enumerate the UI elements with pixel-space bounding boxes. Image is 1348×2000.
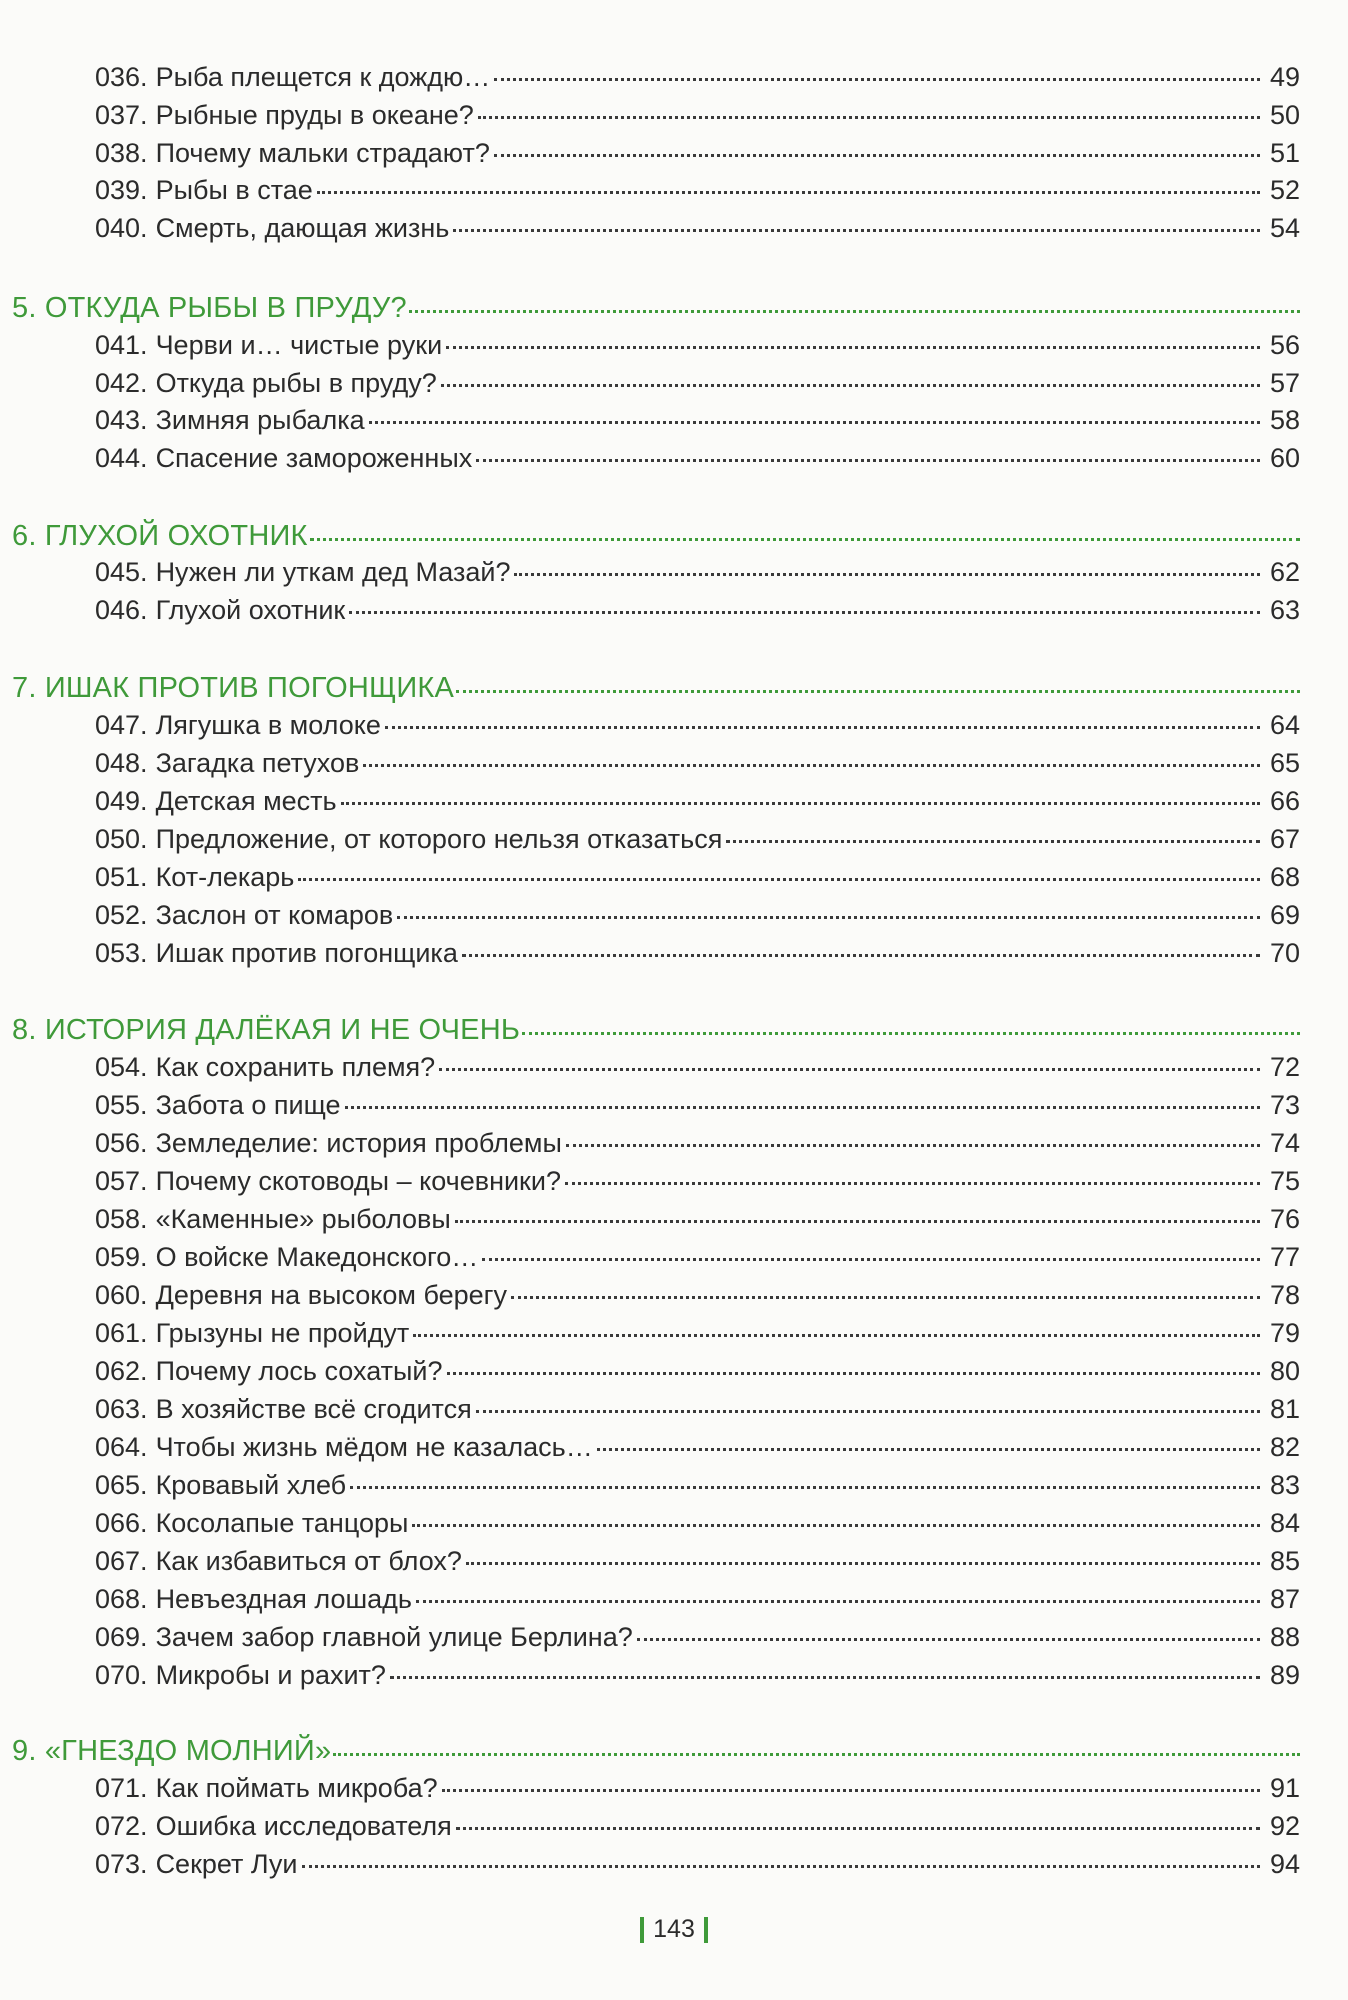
toc-entry xyxy=(95,1242,1300,1273)
toc-entry xyxy=(95,62,1300,93)
entry-title: Косолапые танцоры xyxy=(155,1508,409,1538)
entry-title: Почему мальки страдают? xyxy=(155,138,490,168)
entry-title: Невъездная лошадь xyxy=(155,1584,412,1614)
toc-entry xyxy=(95,1470,1300,1501)
entry-page-number: 87 xyxy=(1269,1584,1300,1614)
entry-page-number: 49 xyxy=(1269,62,1300,92)
toc-entry xyxy=(95,710,1300,741)
entry-page-number: 81 xyxy=(1269,1394,1300,1424)
entry-number: 058. xyxy=(95,1204,148,1234)
toc-entry xyxy=(95,175,1300,206)
section-title xyxy=(12,1014,1300,1047)
entry-number: 050. xyxy=(95,824,148,854)
entry-title: Рыба плещется к дождю… xyxy=(155,62,491,92)
entry-number: 066. xyxy=(95,1508,148,1538)
toc-entry xyxy=(95,824,1300,855)
entry-page-number: 92 xyxy=(1269,1811,1300,1841)
section-dot-leader xyxy=(310,538,1300,541)
section-title-text: 5. ОТКУДА РЫБЫ В ПРУДУ? xyxy=(12,292,407,324)
entry-number: 061. xyxy=(95,1318,148,1348)
section-title-text: 7. ИШАК ПРОТИВ ПОГОНЩИКА xyxy=(12,672,455,704)
entry-title: Зимняя рыбалка xyxy=(155,405,365,435)
entry-title: Предложение, от которого нельзя отказаться xyxy=(155,824,723,854)
entry-dot-leader xyxy=(390,1676,1260,1679)
entry-page-number: 67 xyxy=(1269,824,1300,854)
entry-title: Как поймать микроба? xyxy=(155,1773,438,1803)
entry-dot-leader xyxy=(397,916,1260,919)
entry-dot-leader xyxy=(439,1068,1260,1071)
entry-page-number: 94 xyxy=(1269,1849,1300,1879)
entry-title: Заслон от комаров xyxy=(155,900,394,930)
toc-entry xyxy=(95,1432,1300,1463)
entry-title: Ошибка исследователя xyxy=(155,1811,452,1841)
entry-title: Секрет Луи xyxy=(155,1849,298,1879)
entry-page-number: 83 xyxy=(1269,1470,1300,1500)
entry-title: Почему скотоводы – кочевники? xyxy=(155,1166,561,1196)
entry-number: 044. xyxy=(95,443,148,473)
entry-dot-leader xyxy=(349,611,1260,614)
entry-title: Микробы и рахит? xyxy=(155,1660,386,1690)
entry-number: 049. xyxy=(95,786,148,816)
toc-entry xyxy=(95,1166,1300,1197)
entry-number: 073. xyxy=(95,1849,148,1879)
entry-page-number: 54 xyxy=(1269,213,1300,243)
entry-page-number: 74 xyxy=(1269,1128,1300,1158)
page-number-bar-left xyxy=(640,1917,644,1943)
entry-number: 040. xyxy=(95,213,148,243)
entry-dot-leader xyxy=(298,878,1260,881)
entry-dot-leader xyxy=(514,573,1260,576)
entry-dot-leader xyxy=(345,1106,1260,1109)
entry-number: 048. xyxy=(95,748,148,778)
entry-title: Почему лось сохатый? xyxy=(155,1356,443,1386)
entry-number: 059. xyxy=(95,1242,148,1272)
entry-page-number: 50 xyxy=(1269,100,1300,130)
entry-number: 065. xyxy=(95,1470,148,1500)
entry-title: Глухой охотник xyxy=(155,595,346,625)
entry-title: Земледелие: история проблемы xyxy=(155,1128,562,1158)
entry-title: Деревня на высоком берегу xyxy=(155,1280,508,1310)
entry-page-number: 65 xyxy=(1269,748,1300,778)
entry-page-number: 70 xyxy=(1269,938,1300,968)
section-title xyxy=(12,520,1300,553)
entry-title: Смерть, дающая жизнь xyxy=(155,213,450,243)
entry-number: 038. xyxy=(95,138,148,168)
page-number-bar-right xyxy=(704,1917,708,1943)
entry-number: 062. xyxy=(95,1356,148,1386)
entry-title: Детская месть xyxy=(155,786,337,816)
toc-entry xyxy=(95,595,1300,626)
toc-entry xyxy=(95,1811,1300,1842)
entry-dot-leader xyxy=(597,1448,1260,1451)
entry-dot-leader xyxy=(494,78,1260,81)
section-dot-leader xyxy=(522,1032,1300,1035)
toc-entry xyxy=(95,1773,1300,1804)
entry-dot-leader xyxy=(441,384,1260,387)
entry-title: Кровавый хлеб xyxy=(155,1470,347,1500)
entry-title: Лягушка в молоке xyxy=(155,710,381,740)
entry-number: 046. xyxy=(95,595,148,625)
entry-number: 043. xyxy=(95,405,148,435)
toc-entry xyxy=(95,1128,1300,1159)
toc-entry xyxy=(95,748,1300,779)
entry-dot-leader xyxy=(494,154,1260,157)
entry-number: 070. xyxy=(95,1660,148,1690)
entry-dot-leader xyxy=(456,1827,1260,1830)
entry-page-number: 56 xyxy=(1269,330,1300,360)
entry-page-number: 85 xyxy=(1269,1546,1300,1576)
entry-number: 056. xyxy=(95,1128,148,1158)
toc-entry xyxy=(95,1584,1300,1615)
entry-number: 042. xyxy=(95,368,148,398)
entry-number: 051. xyxy=(95,862,148,892)
entry-dot-leader xyxy=(350,1486,1260,1489)
entry-title: Рыбы в стае xyxy=(155,175,313,205)
entry-page-number: 91 xyxy=(1269,1773,1300,1803)
entry-number: 067. xyxy=(95,1546,148,1576)
toc-entry xyxy=(95,1849,1300,1880)
entry-page-number: 57 xyxy=(1269,368,1300,398)
entry-dot-leader xyxy=(566,1144,1260,1147)
entry-title: Нужен ли уткам дед Мазай? xyxy=(155,557,511,587)
toc-entry xyxy=(95,1356,1300,1387)
entry-title: Грызуны не пройдут xyxy=(155,1318,410,1348)
entry-page-number: 58 xyxy=(1269,405,1300,435)
entry-dot-leader xyxy=(442,1789,1260,1792)
section-title-text: 8. ИСТОРИЯ ДАЛЁКАЯ И НЕ ОЧЕНЬ xyxy=(12,1014,521,1046)
entry-page-number: 73 xyxy=(1269,1090,1300,1120)
entry-page-number: 66 xyxy=(1269,786,1300,816)
entry-title: Спасение замороженных xyxy=(155,443,473,473)
entry-dot-leader xyxy=(341,802,1260,805)
entry-dot-leader xyxy=(511,1296,1260,1299)
toc-entry xyxy=(95,900,1300,931)
entry-number: 072. xyxy=(95,1811,148,1841)
entry-page-number: 72 xyxy=(1269,1052,1300,1082)
toc-entry xyxy=(95,1318,1300,1349)
toc-entry xyxy=(95,368,1300,399)
entry-title: В хозяйстве всё сгодится xyxy=(155,1394,472,1424)
entry-title: Как избавиться от блох? xyxy=(155,1546,462,1576)
toc-entry xyxy=(95,1508,1300,1539)
toc-entry xyxy=(95,1546,1300,1577)
entry-page-number: 52 xyxy=(1269,175,1300,205)
entry-title: Рыбные пруды в океане? xyxy=(155,100,474,130)
entry-page-number: 64 xyxy=(1269,710,1300,740)
toc-entry xyxy=(95,1204,1300,1235)
toc-entry xyxy=(95,1660,1300,1691)
entry-number: 045. xyxy=(95,557,148,587)
toc-entry xyxy=(95,1394,1300,1425)
entry-title: Как сохранить племя? xyxy=(155,1052,436,1082)
entry-number: 064. xyxy=(95,1432,148,1462)
entry-dot-leader xyxy=(317,191,1260,194)
toc-entry xyxy=(95,100,1300,131)
entry-dot-leader xyxy=(385,726,1260,729)
entry-page-number: 84 xyxy=(1269,1508,1300,1538)
entry-title: Ишак против погонщика xyxy=(155,938,458,968)
toc-entry xyxy=(95,443,1300,474)
entry-title: Зачем забор главной улице Берлина? xyxy=(155,1622,633,1652)
section-title-text: 6. ГЛУХОЙ ОХОТНИК xyxy=(12,520,308,552)
entry-page-number: 63 xyxy=(1269,595,1300,625)
section-dot-leader xyxy=(333,1753,1300,1756)
entry-dot-leader xyxy=(637,1638,1260,1641)
entry-page-number: 78 xyxy=(1269,1280,1300,1310)
page-number xyxy=(0,1915,1348,1944)
entry-number: 047. xyxy=(95,710,148,740)
entry-number: 069. xyxy=(95,1622,148,1652)
entry-number: 041. xyxy=(95,330,148,360)
toc-entry xyxy=(95,1280,1300,1311)
entry-page-number: 80 xyxy=(1269,1356,1300,1386)
entry-dot-leader xyxy=(412,1524,1260,1527)
entry-dot-leader xyxy=(565,1182,1260,1185)
toc-entry xyxy=(95,557,1300,588)
section-title-text: 9. «ГНЕЗДО МОЛНИЙ» xyxy=(12,1735,332,1767)
entry-page-number: 82 xyxy=(1269,1432,1300,1462)
section-title xyxy=(12,292,1300,325)
entry-page-number: 79 xyxy=(1269,1318,1300,1348)
section-title xyxy=(12,672,1300,705)
entry-dot-leader xyxy=(413,1334,1260,1337)
entry-dot-leader xyxy=(363,764,1260,767)
toc-entry xyxy=(95,1052,1300,1083)
section-title xyxy=(12,1735,1300,1768)
toc-entry xyxy=(95,938,1300,969)
entry-title: Забота о пище xyxy=(155,1090,341,1120)
entry-page-number: 76 xyxy=(1269,1204,1300,1234)
entry-dot-leader xyxy=(416,1600,1260,1603)
entry-number: 039. xyxy=(95,175,148,205)
toc-entry xyxy=(95,862,1300,893)
section-dot-leader xyxy=(456,690,1300,693)
entry-number: 057. xyxy=(95,1166,148,1196)
toc-entry xyxy=(95,138,1300,169)
entry-number: 063. xyxy=(95,1394,148,1424)
entry-page-number: 69 xyxy=(1269,900,1300,930)
toc-entry xyxy=(95,786,1300,817)
entry-dot-leader xyxy=(455,1220,1260,1223)
entry-number: 071. xyxy=(95,1773,148,1803)
entry-page-number: 62 xyxy=(1269,557,1300,587)
entry-title: Чтобы жизнь мёдом не казалась… xyxy=(155,1432,593,1462)
entry-dot-leader xyxy=(302,1865,1261,1868)
entry-title: Откуда рыбы в пруду? xyxy=(155,368,437,398)
entry-dot-leader xyxy=(446,346,1260,349)
entry-page-number: 75 xyxy=(1269,1166,1300,1196)
entry-dot-leader xyxy=(478,116,1260,119)
entry-dot-leader xyxy=(462,954,1260,957)
entry-page-number: 77 xyxy=(1269,1242,1300,1272)
toc-entry xyxy=(95,330,1300,361)
toc-entry xyxy=(95,213,1300,244)
toc-entry xyxy=(95,405,1300,436)
entry-page-number: 60 xyxy=(1269,443,1300,473)
toc-entry xyxy=(95,1090,1300,1121)
entry-title: Загадка петухов xyxy=(155,748,360,778)
entry-number: 060. xyxy=(95,1280,148,1310)
toc-entry xyxy=(95,1622,1300,1653)
entry-title: Черви и… чистые руки xyxy=(155,330,443,360)
entry-title: О войске Македонского… xyxy=(155,1242,479,1272)
entry-number: 036. xyxy=(95,62,148,92)
entry-page-number: 51 xyxy=(1269,138,1300,168)
entry-dot-leader xyxy=(453,229,1260,232)
entry-dot-leader xyxy=(466,1562,1260,1565)
entry-dot-leader xyxy=(476,1410,1260,1413)
entry-number: 037. xyxy=(95,100,148,130)
entry-number: 068. xyxy=(95,1584,148,1614)
entry-number: 052. xyxy=(95,900,148,930)
entry-number: 054. xyxy=(95,1052,148,1082)
entry-dot-leader xyxy=(476,459,1260,462)
entry-title: «Каменные» рыболовы xyxy=(155,1204,451,1234)
section-dot-leader xyxy=(409,310,1300,313)
entry-dot-leader xyxy=(369,421,1260,424)
entry-number: 053. xyxy=(95,938,148,968)
entry-dot-leader xyxy=(447,1372,1261,1375)
entry-dot-leader xyxy=(482,1258,1260,1261)
entry-dot-leader xyxy=(726,840,1260,843)
entry-page-number: 88 xyxy=(1269,1622,1300,1652)
entry-number: 055. xyxy=(95,1090,148,1120)
entry-page-number: 89 xyxy=(1269,1660,1300,1690)
page-number-value: 143 xyxy=(653,1915,695,1943)
entry-title: Кот-лекарь xyxy=(155,862,295,892)
entry-page-number: 68 xyxy=(1269,862,1300,892)
